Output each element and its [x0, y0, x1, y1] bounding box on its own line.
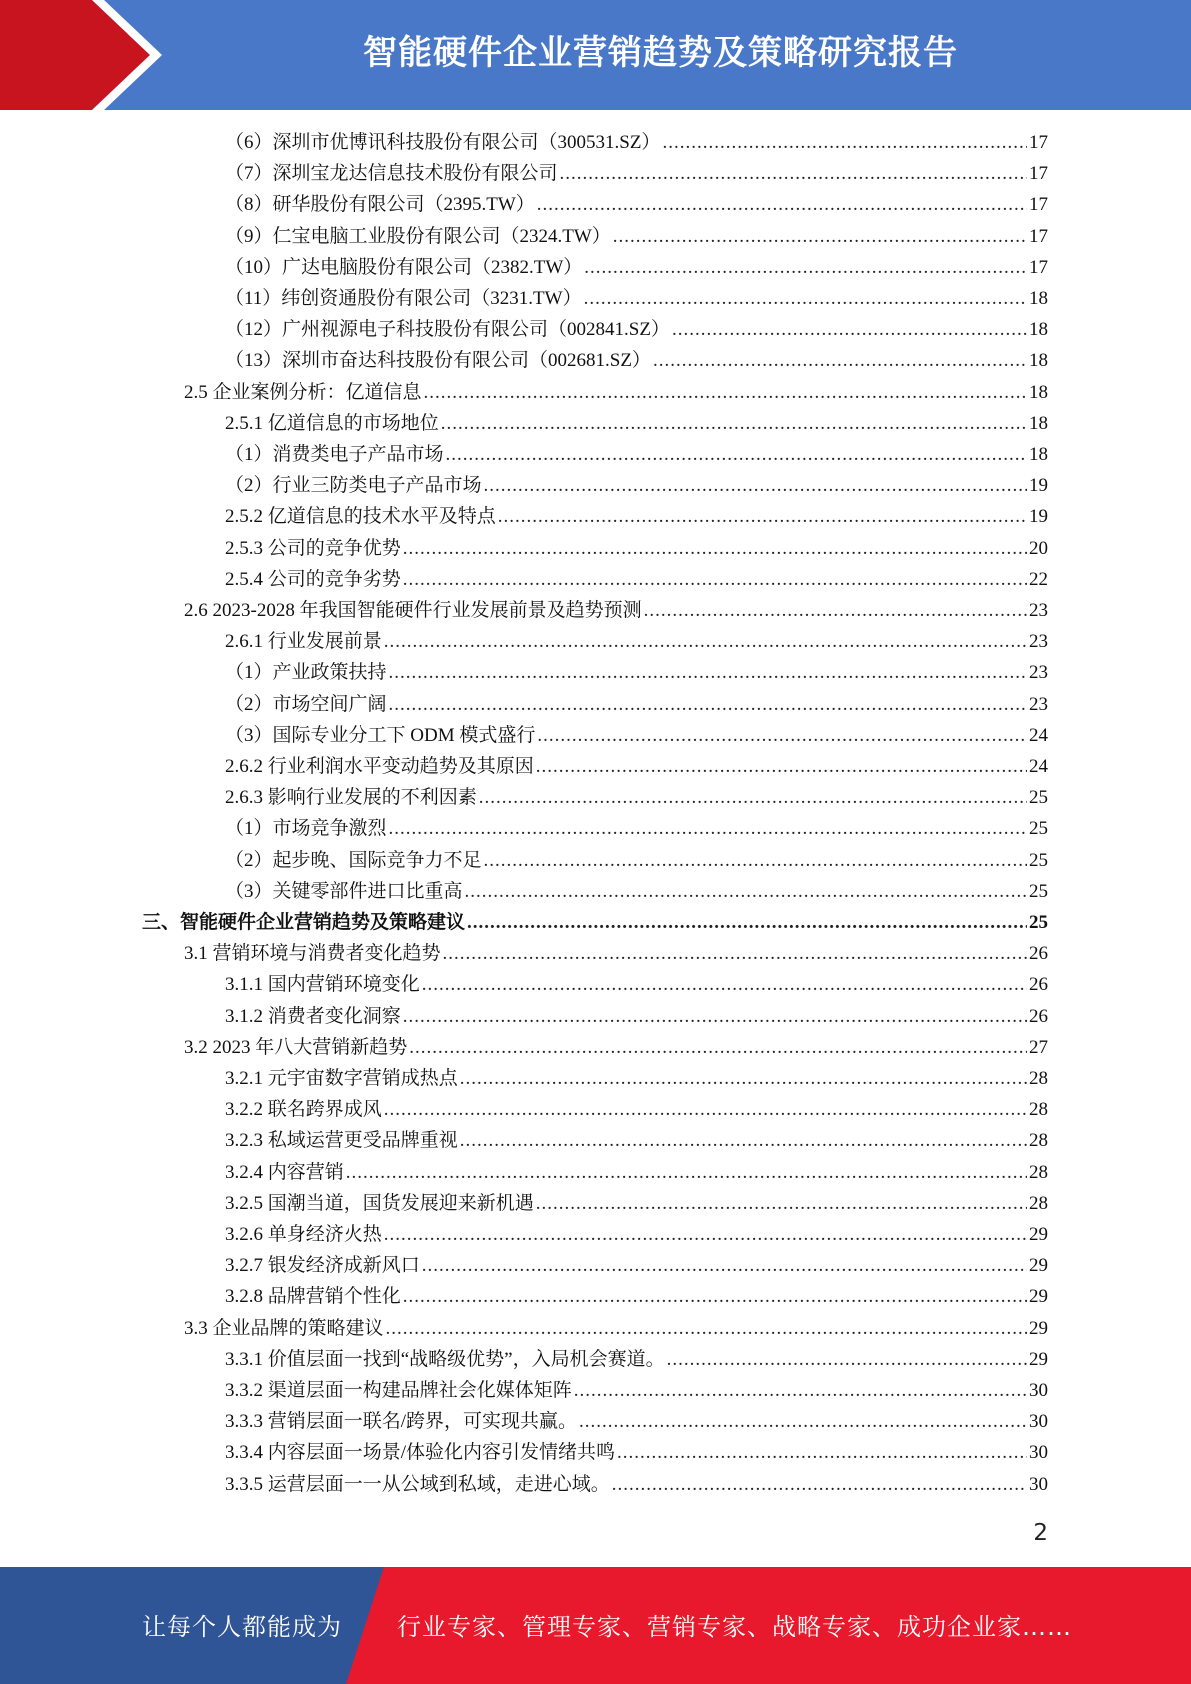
toc-entry-label: （11）纬创资通股份有限公司（3231.TW）	[225, 288, 582, 309]
toc-leader-dots	[446, 439, 1027, 470]
header-arrow-decoration	[0, 0, 200, 110]
toc-entry-page: 30	[1029, 1380, 1048, 1401]
toc-entry-page: 18	[1029, 288, 1048, 309]
toc-entry-label: （10）广达电脑股份有限公司（2382.TW）	[225, 256, 583, 278]
toc-entry-label: 3.1.1 国内营销环境变化	[225, 974, 420, 996]
toc-entry-page: 30	[1029, 1442, 1048, 1464]
report-title: 智能硬件企业营销趋势及策略研究报告	[363, 33, 958, 73]
toc-entry-label: 3.3.1 价值层面一找到“战略级优势”，入局机会赛道。	[225, 1348, 665, 1370]
toc-entry-label: 3.3.2 渠道层面一构建品牌社会化媒体矩阵	[225, 1380, 572, 1401]
toc-entry[interactable]	[225, 720, 1048, 751]
toc-entry-page: 23	[1029, 693, 1048, 715]
header-red-chevron	[0, 0, 150, 110]
toc-leader-dots	[460, 1063, 1027, 1094]
toc-entry[interactable]	[225, 1375, 1048, 1406]
toc-entry-page: 28	[1029, 1068, 1048, 1089]
toc-entry-label: （2）起步晚、国际竞争力不足	[225, 849, 482, 871]
toc-entry-page: 20	[1029, 537, 1048, 559]
toc-entry-page: 17	[1029, 132, 1048, 153]
toc-entry-label: （3）关键零部件进口比重高	[225, 880, 463, 902]
toc-entry[interactable]	[225, 689, 1048, 720]
toc-leader-dots	[498, 501, 1027, 532]
toc-entry[interactable]	[225, 1125, 1048, 1156]
toc-entry-label: （8）研华股份有限公司（2395.TW）	[225, 194, 535, 216]
page-footer	[0, 1567, 1191, 1684]
toc-entry-page: 17	[1029, 194, 1048, 216]
toc-entry-label: 3.2.2 联名跨界成风	[225, 1099, 382, 1121]
toc-entry[interactable]	[225, 1406, 1048, 1437]
toc-entry[interactable]	[225, 1281, 1048, 1312]
toc-leader-dots	[536, 751, 1027, 782]
toc-leader-dots	[403, 533, 1027, 564]
toc-leader-dots	[389, 689, 1027, 720]
toc-entry-label: （3）国际专业分工下 ODM 模式盛行	[225, 724, 536, 746]
toc-entry-label: 3.3.4 内容层面一场景/体验化内容引发情绪共鸣	[225, 1442, 616, 1464]
toc-entry[interactable]	[225, 1250, 1048, 1281]
toc-leader-dots	[579, 1406, 1027, 1437]
toc-leader-dots	[537, 189, 1027, 220]
toc-leader-dots	[484, 845, 1027, 876]
toc-entry-label: 3.1 营销环境与消费者变化趋势	[184, 943, 441, 965]
toc-leader-dots	[537, 720, 1027, 751]
toc-entry-page: 23	[1029, 662, 1048, 684]
toc-entry[interactable]	[225, 470, 1048, 501]
toc-entry-page: 23	[1029, 600, 1048, 621]
toc-leader-dots	[667, 1344, 1027, 1375]
toc-entry-label: （1）消费类电子产品市场	[225, 444, 444, 465]
toc-entry-label: 2.6.1 行业发展前景	[225, 631, 382, 653]
toc-entry-page: 18	[1029, 319, 1048, 341]
toc-entry-page: 17	[1029, 163, 1048, 185]
toc-entry[interactable]	[225, 1001, 1048, 1032]
page-number: 2	[1033, 1520, 1048, 1546]
toc-entry-label: 2.5.1 亿道信息的市场地位	[225, 412, 439, 434]
toc-entry[interactable]	[225, 283, 1048, 314]
toc-entry-page: 27	[1029, 1036, 1048, 1058]
toc-leader-dots	[560, 158, 1027, 189]
toc-entry-label: 3.2.7 银发经济成新风口	[225, 1255, 420, 1277]
toc-leader-dots	[389, 657, 1027, 688]
toc-entry[interactable]	[142, 907, 1048, 938]
toc-entry-label: 2.5.4 公司的竞争劣势	[225, 568, 401, 590]
toc-leader-dots	[422, 969, 1027, 1000]
toc-entry-label: （6）深圳市优博讯科技股份有限公司（300531.SZ）	[225, 132, 661, 153]
toc-entry[interactable]	[225, 1469, 1048, 1500]
toc-leader-dots	[617, 1437, 1027, 1468]
toc-leader-dots	[479, 782, 1027, 813]
toc-leader-dots	[441, 408, 1027, 439]
toc-entry-label: 3.2.4 内容营销	[225, 1161, 344, 1183]
toc-leader-dots	[536, 1188, 1027, 1219]
toc-entry[interactable]	[184, 1032, 1048, 1063]
toc-entry-page: 25	[1029, 849, 1048, 871]
toc-entry-label: 3.1.2 消费者变化洞察	[225, 1005, 401, 1027]
toc-entry-page: 25	[1029, 818, 1048, 840]
toc-entry-page: 29	[1029, 1224, 1048, 1245]
toc-entry-label: 2.6.2 行业利润水平变动趋势及其原因	[225, 756, 534, 777]
toc-entry[interactable]	[225, 626, 1048, 657]
toc-leader-dots	[484, 470, 1027, 501]
toc-entry-page: 19	[1029, 506, 1048, 528]
toc-entry-label: （9）仁宝电脑工业股份有限公司（2324.TW）	[225, 225, 611, 247]
toc-entry[interactable]	[225, 158, 1048, 189]
toc-entry[interactable]	[225, 845, 1048, 876]
toc-entry[interactable]	[225, 1063, 1048, 1094]
toc-leader-dots	[384, 626, 1027, 657]
toc-entry-page: 25	[1029, 912, 1048, 933]
toc-leader-dots	[460, 1125, 1027, 1156]
toc-entry-page: 29	[1029, 1348, 1048, 1370]
toc-leader-dots	[384, 1094, 1027, 1125]
toc-leader-dots	[465, 876, 1027, 907]
toc-leader-dots	[403, 1281, 1027, 1312]
toc-entry-label: 3.2.8 品牌营销个性化	[225, 1286, 401, 1308]
toc-entry-page: 29	[1029, 1317, 1048, 1339]
toc-entry-label: 3.3.5 运营层面一一从公域到私域，走进心域。	[225, 1473, 610, 1495]
toc-entry[interactable]	[225, 1157, 1048, 1188]
toc-leader-dots	[443, 938, 1027, 969]
toc-entry[interactable]	[184, 595, 1048, 626]
toc-entry-label: 2.5.3 公司的竞争优势	[225, 537, 401, 559]
toc-entry[interactable]	[225, 564, 1048, 595]
toc-entry-page: 29	[1029, 1255, 1048, 1277]
toc-entry[interactable]	[225, 751, 1048, 782]
toc-leader-dots	[613, 221, 1027, 252]
toc-entry-page: 25	[1029, 880, 1048, 902]
toc-entry[interactable]	[225, 1219, 1048, 1250]
toc-entry-page: 25	[1029, 787, 1048, 809]
toc-entry-page: 18	[1029, 412, 1048, 434]
toc-entry-page: 22	[1029, 568, 1048, 590]
toc-entry-page: 28	[1029, 1099, 1048, 1121]
toc-leader-dots	[389, 813, 1027, 844]
toc-entry-page: 26	[1029, 1005, 1048, 1027]
toc-entry-page: 29	[1029, 1286, 1048, 1308]
toc-entry-page: 26	[1029, 974, 1048, 996]
toc-leader-dots	[424, 377, 1027, 408]
page-header	[0, 0, 1191, 110]
toc-entry-label: （1）市场竞争激烈	[225, 818, 387, 840]
toc-entry[interactable]	[225, 782, 1048, 813]
toc-leader-dots	[403, 1001, 1027, 1032]
toc-leader-dots	[662, 127, 1027, 158]
toc-entry[interactable]	[184, 377, 1048, 408]
toc-entry-label: （7）深圳宝龙达信息技术股份有限公司	[225, 163, 558, 185]
footer-slogan-left: 让每个人都能成为	[142, 1613, 342, 1641]
toc-entry-page: 26	[1029, 943, 1048, 965]
toc-entry[interactable]	[225, 252, 1048, 283]
toc-leader-dots	[403, 564, 1027, 595]
toc-entry-label: 3.2.6 单身经济火热	[225, 1224, 382, 1245]
toc-entry-label: 3.2.3 私域运营更受品牌重视	[225, 1130, 458, 1152]
toc-entry[interactable]	[225, 345, 1048, 376]
toc-leader-dots	[409, 1032, 1027, 1063]
toc-leader-dots	[612, 1469, 1027, 1500]
toc-leader-dots	[644, 595, 1027, 626]
toc-entry[interactable]	[184, 1313, 1048, 1344]
toc-entry-label: 2.5.2 亿道信息的技术水平及特点	[225, 506, 496, 528]
toc-entry[interactable]	[225, 1437, 1048, 1468]
toc-leader-dots	[653, 345, 1027, 376]
toc-entry-label: 2.5 企业案例分析：亿道信息	[184, 381, 422, 403]
toc-entry[interactable]	[225, 127, 1048, 158]
toc-entry[interactable]	[225, 408, 1048, 439]
toc-entry-label: （2）市场空间广阔	[225, 693, 387, 715]
toc-entry[interactable]	[225, 439, 1048, 470]
toc-leader-dots	[422, 1250, 1027, 1281]
toc-entry[interactable]	[225, 657, 1048, 688]
toc-entry[interactable]	[225, 969, 1048, 1000]
toc-entry-page: 28	[1029, 1130, 1048, 1152]
toc-entry[interactable]	[225, 501, 1048, 532]
toc-entry-label: 2.6 2023-2028 年我国智能硬件行业发展前景及趋势预测	[184, 600, 642, 621]
toc-entry-page: 30	[1029, 1411, 1048, 1433]
toc-entry-page: 17	[1029, 256, 1048, 278]
toc-entry-page: 30	[1029, 1473, 1048, 1495]
toc-entry-label: （2）行业三防类电子产品市场	[225, 475, 482, 497]
footer-slogan-right: 行业专家、管理专家、营销专家、战略专家、成功企业家……	[397, 1613, 1072, 1641]
toc-entry-label: 3.2 2023 年八大营销新趋势	[184, 1036, 408, 1058]
toc-entry[interactable]	[225, 1188, 1048, 1219]
toc-entry[interactable]	[225, 189, 1048, 220]
toc-entry-label: 3.3 企业品牌的策略建议	[184, 1317, 384, 1339]
toc-entry[interactable]	[225, 1094, 1048, 1125]
toc-entry-label: （12）广州视源电子科技股份有限公司（002841.SZ）	[225, 319, 670, 341]
toc-leader-dots	[346, 1157, 1027, 1188]
toc-leader-dots	[672, 314, 1027, 345]
toc-leader-dots	[467, 907, 1027, 938]
toc-entry-label: 2.6.3 影响行业发展的不利因素	[225, 787, 477, 809]
toc-entry-page: 19	[1029, 475, 1048, 497]
toc-leader-dots	[584, 283, 1027, 314]
toc-entry-page: 24	[1029, 724, 1048, 746]
toc-entry[interactable]	[225, 876, 1048, 907]
toc-entry-label: 3.2.1 元宇宙数字营销成热点	[225, 1068, 458, 1089]
toc-entry-label: （1）产业政策扶持	[225, 662, 387, 684]
toc-entry-label: （13）深圳市奋达科技股份有限公司（002681.SZ）	[225, 350, 651, 372]
toc-entry[interactable]	[225, 1344, 1048, 1375]
toc-entry[interactable]	[184, 938, 1048, 969]
toc-entry-page: 28	[1029, 1192, 1048, 1214]
toc-entry-page: 28	[1029, 1161, 1048, 1183]
toc-entry-page: 18	[1029, 381, 1048, 403]
toc-leader-dots	[386, 1313, 1027, 1344]
toc-entry[interactable]	[225, 813, 1048, 844]
toc-entry[interactable]	[225, 221, 1048, 252]
toc-entry-page: 24	[1029, 756, 1048, 777]
toc-entry[interactable]	[225, 314, 1048, 345]
toc-entry-page: 18	[1029, 350, 1048, 372]
toc-leader-dots	[584, 252, 1027, 283]
toc-entry-page: 18	[1029, 444, 1048, 465]
toc-entry-label: 3.3.3 营销层面一联名/跨界，可实现共赢。	[225, 1411, 578, 1433]
toc-entry[interactable]	[225, 533, 1048, 564]
toc-leader-dots	[574, 1375, 1027, 1406]
toc-entry-label: 3.2.5 国潮当道，国货发展迎来新机遇	[225, 1192, 534, 1214]
toc-entry-page: 17	[1029, 225, 1048, 247]
toc-entry-label: 三、智能硬件企业营销趋势及策略建议	[142, 912, 466, 933]
toc-entry-page: 23	[1029, 631, 1048, 653]
toc-leader-dots	[384, 1219, 1027, 1250]
